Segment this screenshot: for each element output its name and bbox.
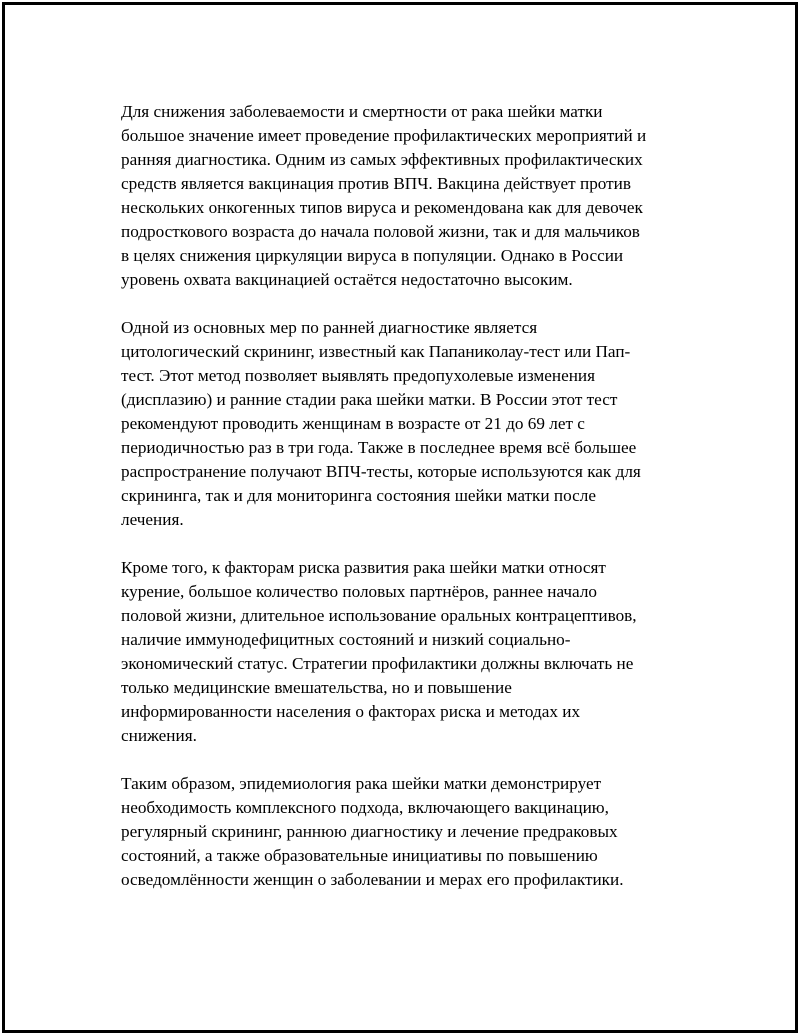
text-line: курение, большое количество половых партнёров, раннее начало [121, 582, 598, 601]
text-line: половой жизни, длительное использование оральных контрацептивов, [121, 606, 637, 625]
text-line: регулярный скрининг, раннюю диагностику и лечение предраковых [121, 822, 618, 841]
document-body [121, 100, 681, 916]
text-line: рекомендуют проводить женщинам в возрасте от 21 до 69 лет с [121, 414, 585, 433]
text-line: ранняя диагностика. Одним из самых эффективных профилактических [121, 150, 643, 169]
text-line: подросткового возраста до начала половой жизни, так и для мальчиков [121, 222, 640, 241]
paragraph-vaccination [121, 100, 681, 292]
text-line: осведомлённости женщин о заболевании и мерах его профилактики. [121, 870, 624, 889]
paragraph-screening [121, 316, 681, 532]
text-line: снижения. [121, 726, 197, 745]
text-line: (дисплазию) и ранние стадии рака шейки матки. В России этот тест [121, 390, 618, 409]
text-line: экономический статус. Стратегии профилактики должны включать не [121, 654, 634, 673]
text-line: лечения. [121, 510, 184, 529]
text-line: скрининга, так и для мониторинга состояния шейки матки после [121, 486, 596, 505]
text-line: средств является вакцинация против ВПЧ. Вакцина действует против [121, 174, 631, 193]
text-line: цитологический скрининг, известный как Папаниколау-тест или Пап- [121, 342, 631, 361]
text-line: Таким образом, эпидемиология рака шейки матки демонстрирует [121, 774, 602, 793]
text-line: нескольких онкогенных типов вируса и рекомендована как для девочек [121, 198, 643, 217]
text-line: необходимость комплексного подхода, включающего вакцинацию, [121, 798, 609, 817]
text-line: тест. Этот метод позволяет выявлять предопухолевые изменения [121, 366, 595, 385]
text-line: состояний, а также образовательные инициативы по повышению [121, 846, 598, 865]
paragraph-risk-factors [121, 556, 681, 748]
text-line: уровень охвата вакцинацией остаётся недостаточно высоким. [121, 270, 573, 289]
text-line: информированности населения о факторах риска и методах их [121, 702, 581, 721]
paragraph-conclusion [121, 772, 681, 892]
text-line: большое значение имеет проведение профилактических мероприятий и [121, 126, 647, 145]
text-line: Кроме того, к факторам риска развития рака шейки матки относят [121, 558, 606, 577]
text-line: периодичностью раз в три года. Также в последнее время всё большее [121, 438, 637, 457]
text-line: наличие иммунодефицитных состояний и низкий социально- [121, 630, 571, 649]
text-line: Одной из основных мер по ранней диагностике является [121, 318, 538, 337]
document-page [2, 2, 798, 1033]
text-line: только медицинские вмешательства, но и повышение [121, 678, 512, 697]
text-line: распространение получают ВПЧ-тесты, которые используются как для [121, 462, 641, 481]
text-line: в целях снижения циркуляции вируса в популяции. Однако в России [121, 246, 624, 265]
text-line: Для снижения заболеваемости и смертности от рака шейки матки [121, 102, 603, 121]
